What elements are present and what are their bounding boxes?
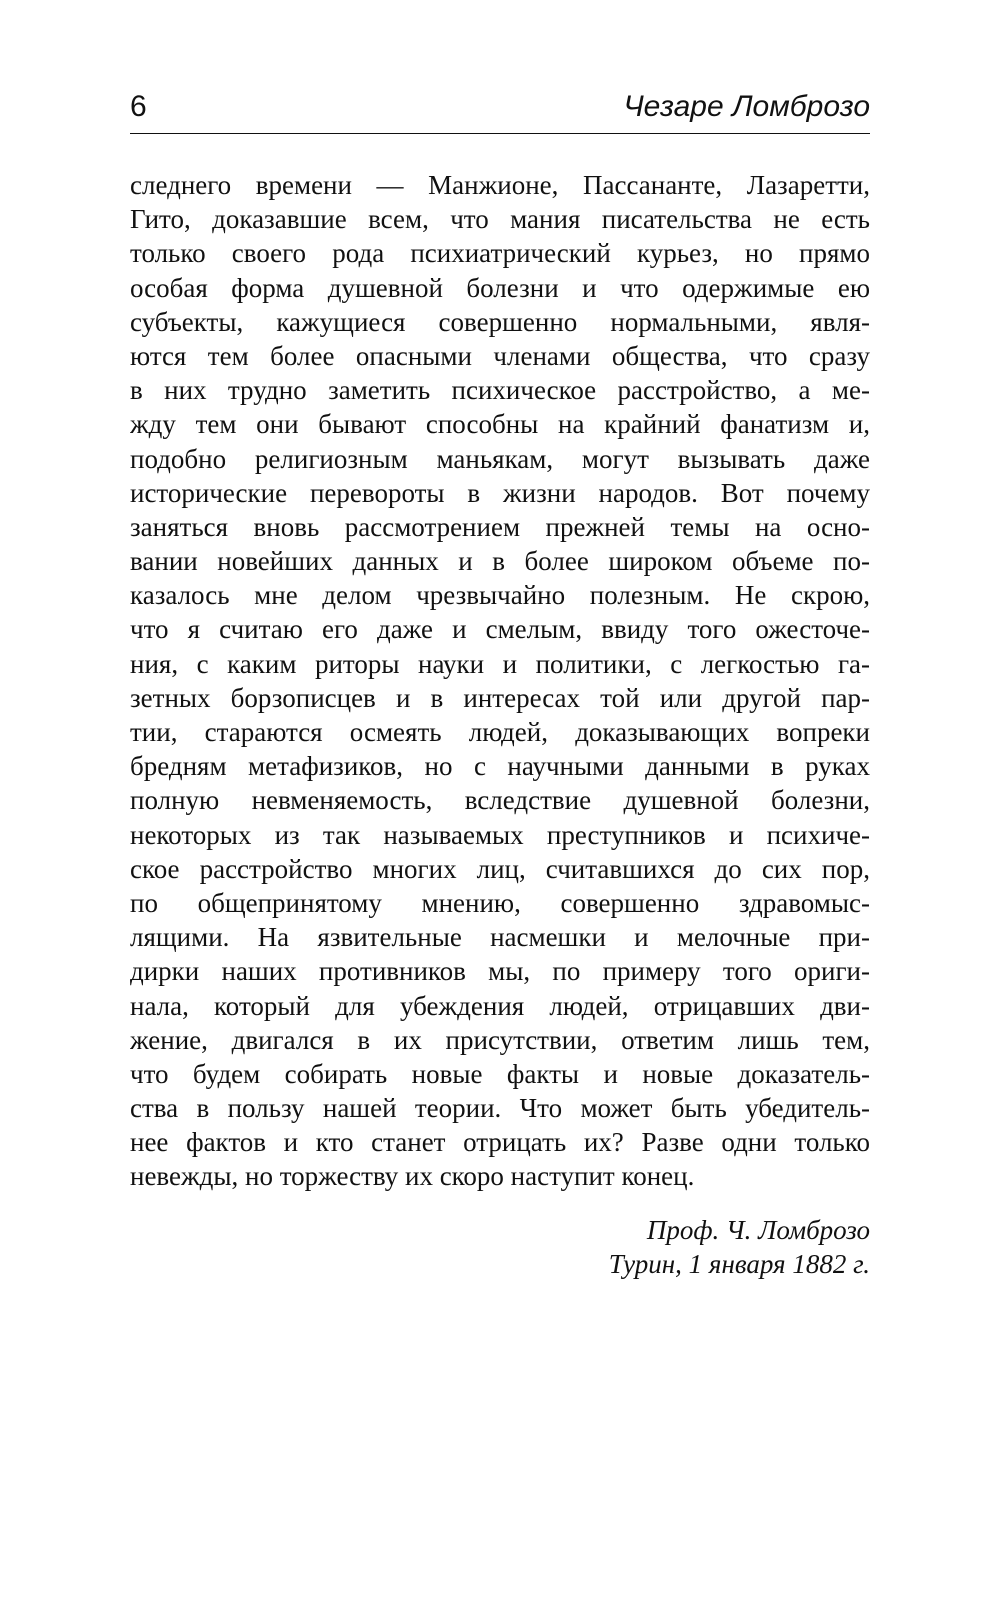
text-line: следнего времени — Манжионе, Пассананте, Лазаретти, [130, 170, 870, 200]
text-line: по общепринятому мнению, совершенно здравомыс- [130, 887, 870, 918]
text-line: Гито, доказавшие всем, что мания писательства не есть [130, 204, 870, 235]
signature-place-date: Турин, 1 января 1882 г. [608, 1249, 870, 1279]
text-line: бредням метафизиков, но с научными данными в руках [130, 751, 870, 782]
text-line: ния, с каким риторы науки и политики, с легкостью га- [130, 648, 870, 679]
signature-author: Проф. Ч. Ломброзо [646, 1215, 870, 1245]
text-line: особая форма душевной болезни и что одержимые ею [130, 272, 870, 303]
signature-block [609, 1213, 870, 1281]
text-line: ское расстройство многих лиц, считавшихся до сих пор, [130, 853, 870, 884]
text-line: субъекты, кажущиеся совершенно нормальными, явля- [130, 306, 870, 337]
text-line-last: невежды, но торжеству их скоро наступит конец. [130, 1161, 695, 1192]
text-line: заняться вновь рассмотрением прежней темы на осно- [130, 511, 870, 542]
text-line: казалось мне делом чрезвычайно полезным. Не скрою, [130, 580, 870, 611]
body-text [130, 168, 870, 1194]
text-line: лящими. На язвительные насмешки и мелочные при- [130, 922, 870, 953]
text-line: в них трудно заметить психическое расстройство, а ме- [130, 375, 870, 406]
text-line: ства в пользу нашей теории. Что может быть убедитель- [130, 1093, 870, 1124]
text-line: подобно религиозным маньякам, могут вызывать даже [130, 443, 870, 474]
text-line: жение, двигался в их присутствии, ответим лишь тем, [130, 1024, 870, 1055]
text-line: ются тем более опасными членами общества, что сразу [130, 340, 870, 371]
text-line: что будем собирать новые факты и новые доказатель- [130, 1058, 870, 1089]
text-line: вании новейших данных и в более широком объеме по- [130, 546, 870, 577]
text-line: зетных борзописцев и в интересах той или другой пар- [130, 682, 870, 713]
text-line: исторические перевороты в жизни народов. Вот почему [130, 477, 870, 508]
page-header [130, 90, 870, 130]
header-rule [130, 133, 870, 134]
text-line: что я считаю его даже и смелым, ввиду того ожесточе- [130, 614, 870, 645]
text-line: только своего рода психиатрический курьез, но прямо [130, 238, 870, 269]
text-line: полную невменяемость, вследствие душевной болезни, [130, 785, 870, 816]
text-line: нее фактов и кто станет отрицать их? Разве одни только [130, 1127, 870, 1158]
text-line: нала, который для убеждения людей, отрицавших дви- [130, 990, 870, 1021]
running-title: Чезаре Ломброзо [623, 90, 870, 123]
text-line: жду тем они бывают способны на крайний фанатизм и, [130, 409, 870, 440]
text-line: некоторых из так называемых преступников и психиче- [130, 819, 870, 850]
text-line: дирки наших противников мы, по примеру того ориги- [130, 956, 870, 987]
text-line: тии, стараются осмеять людей, доказывающих вопреки [130, 717, 870, 747]
page-number: 6 [130, 90, 147, 123]
